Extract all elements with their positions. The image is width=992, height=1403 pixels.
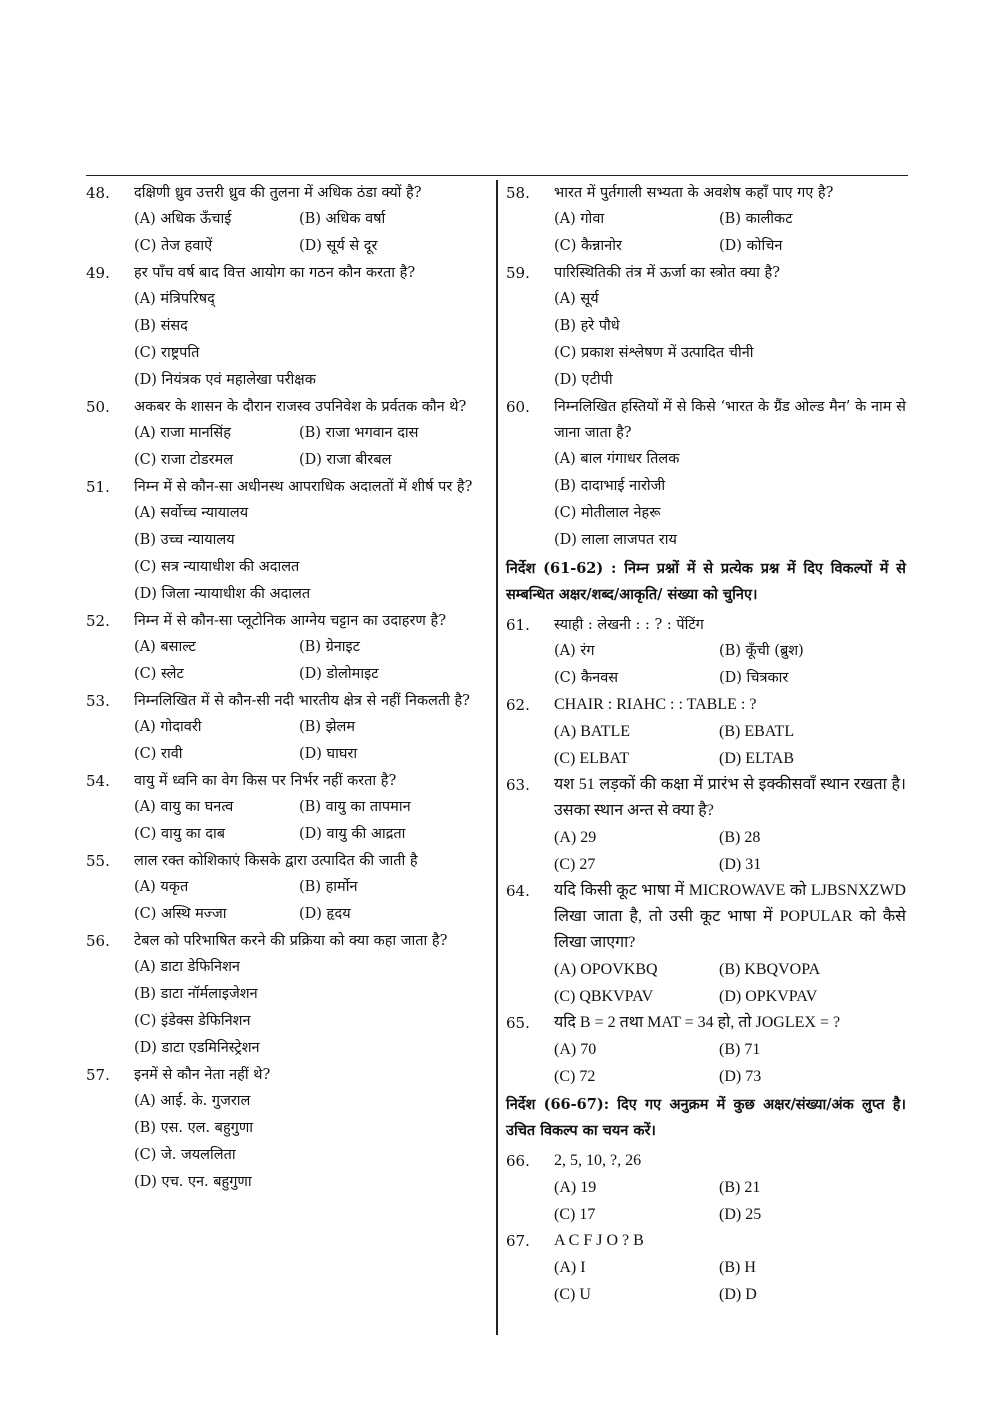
answer-option: (C) अस्थि मज्जा xyxy=(134,906,227,922)
question-text: दक्षिणी ध्रुव उत्तरी ध्रुव की तुलना में अधिक ठंडा क्यों है? xyxy=(134,185,422,201)
question-text: पारिस्थितिकी तंत्र में ऊर्जा का स्त्रोत क्या है? xyxy=(554,265,781,281)
answer-option: (C) राजा टोडरमल xyxy=(134,452,234,468)
question-item xyxy=(86,688,490,768)
answer-option: (C) सत्र न्यायाधीश की अदालत xyxy=(134,559,300,575)
question-item xyxy=(506,260,906,394)
answer-option: (C) प्रकाश संश्लेषण में उत्पादित चीनी xyxy=(554,345,754,361)
answer-option: (A) I xyxy=(554,1259,586,1276)
answer-option: (A) सर्वोच्च न्यायालय xyxy=(134,505,249,521)
answer-option: (C) QBKVPAV xyxy=(554,988,654,1005)
answer-option: (D) OPKVPAV xyxy=(719,988,818,1005)
question-text: CHAIR : RIAHC : : TABLE : ? xyxy=(554,696,757,713)
answer-option: (D) डोलोमाइट xyxy=(299,666,379,682)
answer-option: (D) 31 xyxy=(719,856,762,873)
answer-option: (B) कूँची (ब्रुश) xyxy=(719,643,804,659)
question-number: 51. xyxy=(86,478,110,496)
question-item xyxy=(506,878,906,1010)
answer-option: (A) 70 xyxy=(554,1041,597,1058)
question-text: लाल रक्त कोशिकाएं किसके द्वारा उत्पादित की जाती है xyxy=(134,853,418,869)
answer-option: (B) अधिक वर्षा xyxy=(299,211,386,227)
answer-option: (C) कैन्नानोर xyxy=(554,238,622,254)
question-text: 2, 5, 10, ?, 26 xyxy=(554,1152,642,1169)
options-list xyxy=(134,1088,490,1196)
answer-option: (B) वायु का तापमान xyxy=(299,799,411,815)
answer-option: (B) हरे पौधे xyxy=(554,318,620,334)
question-number: 63. xyxy=(506,776,530,794)
answer-option: (B) डाटा नॉर्मलाइजेशन xyxy=(134,986,258,1002)
answer-option: (C) मोतीलाल नेहरू xyxy=(554,505,661,521)
answer-option: (D) कोचिन xyxy=(719,238,783,254)
answer-option: (B) एस. एल. बहुगुणा xyxy=(134,1120,254,1136)
options-list xyxy=(554,718,906,772)
options-list xyxy=(554,956,906,1010)
question-text: निम्न में से कौन-सा प्लूटोनिक आग्नेय चट्टान का उदाहरण है? xyxy=(134,613,446,629)
question-number: 54. xyxy=(86,772,110,790)
question-text: यश 51 लड़कों की कक्षा में प्रारंभ से इक्कीसवाँ स्थान रखता है। उसका स्थान अन्त से क्या है? xyxy=(554,776,906,819)
question-text: निम्नलिखित में से कौन-सी नदी भारतीय क्षेत्र से नहीं निकलती है? xyxy=(134,693,470,709)
question-item xyxy=(86,848,490,928)
options-list xyxy=(554,1174,906,1228)
answer-option: (C) 17 xyxy=(554,1206,596,1223)
question-item xyxy=(86,928,490,1062)
answer-option: (D) वायु की आद्रता xyxy=(299,826,406,842)
left-column xyxy=(86,180,490,1196)
answer-option: (D) 73 xyxy=(719,1068,762,1085)
answer-option: (C) ELBAT xyxy=(554,750,630,767)
answer-option: (D) लाला लाजपत राय xyxy=(554,532,677,548)
answer-option: (B) झेलम xyxy=(299,719,356,735)
answer-option: (C) वायु का दाब xyxy=(134,826,226,842)
options-list xyxy=(554,1254,906,1308)
answer-option: (D) एच. एन. बहुगुणा xyxy=(134,1174,252,1190)
question-item xyxy=(86,180,490,260)
answer-option: (B) 21 xyxy=(719,1179,761,1196)
answer-option: (B) हार्मोन xyxy=(299,879,358,895)
answer-option: (A) राजा मानसिंह xyxy=(134,425,231,441)
options-list xyxy=(554,824,906,878)
answer-option: (A) डाटा डेफिनिशन xyxy=(134,959,240,975)
options-list xyxy=(134,500,490,608)
answer-option: (D) जिला न्यायाधीश की अदालत xyxy=(134,586,311,602)
answer-option: (C) राष्ट्रपति xyxy=(134,345,200,361)
options-list xyxy=(134,420,490,474)
question-item xyxy=(86,608,490,688)
directions-text: निर्देश (66-67): दिए गए अनुक्रम में कुछ अक्षर/संख्या/अंक लुप्त है। उचित विकल्प का चयन करें। xyxy=(506,1096,906,1139)
question-item xyxy=(506,394,906,554)
answer-option: (C) रावी xyxy=(134,746,183,762)
question-number: 50. xyxy=(86,398,110,416)
answer-option: (C) U xyxy=(554,1286,591,1303)
options-list xyxy=(134,206,490,260)
question-text: हर पाँच वर्ष बाद वित्त आयोग का गठन कौन करता है? xyxy=(134,265,416,281)
answer-option: (A) सूर्य xyxy=(554,291,599,307)
answer-option: (A) BATLE xyxy=(554,723,630,740)
answer-option: (A) OPOVKBQ xyxy=(554,961,658,978)
answer-option: (B) 28 xyxy=(719,829,761,846)
answer-option: (A) यकृत xyxy=(134,879,189,895)
answer-option: (B) दादाभाई नारोजी xyxy=(554,478,666,494)
answer-option: (B) H xyxy=(719,1259,756,1276)
options-list xyxy=(134,794,490,848)
question-number: 52. xyxy=(86,612,110,630)
question-text: यदि किसी कूट भाषा में MICROWAVE को LJBSNXZWD लिखा जाता है, तो उसी कूट भाषा में POPULAR को कैसे लिखा जाएगा? xyxy=(554,882,906,951)
question-item xyxy=(86,1062,490,1196)
answer-option: (B) EBATL xyxy=(719,723,795,740)
answer-option: (D) राजा बीरबल xyxy=(299,452,392,468)
question-number: 64. xyxy=(506,882,530,900)
question-item xyxy=(86,768,490,848)
answer-option: (A) मंत्रिपरिषद् xyxy=(134,291,215,307)
question-text: निम्न में से कौन-सा अधीनस्थ आपराधिक अदालतों में शीर्ष पर है? xyxy=(134,479,473,495)
answer-option: (B) कालीकट xyxy=(719,211,793,227)
question-text: वायु में ध्वनि का वेग किस पर निर्भर नहीं करता है? xyxy=(134,773,397,789)
question-text: यदि B = 2 तथा MAT = 34 हो, तो JOGLEX = ? xyxy=(554,1014,841,1031)
options-list xyxy=(554,286,906,394)
answer-option: (A) बाल गंगाधर तिलक xyxy=(554,451,680,467)
question-number: 60. xyxy=(506,398,530,416)
question-number: 49. xyxy=(86,264,110,282)
question-text: अकबर के शासन के दौरान राजस्व उपनिवेश के प्रर्वतक कौन थे? xyxy=(134,399,467,415)
options-list xyxy=(554,446,906,554)
answer-option: (D) एटीपी xyxy=(554,372,613,388)
question-number: 48. xyxy=(86,184,110,202)
question-number: 65. xyxy=(506,1014,530,1032)
answer-option: (B) KBQVOPA xyxy=(719,961,821,978)
question-text: इनमें से कौन नेता नहीं थे? xyxy=(134,1067,271,1083)
answer-option: (C) जे. जयललिता xyxy=(134,1147,236,1163)
question-number: 58. xyxy=(506,184,530,202)
question-item xyxy=(506,1148,906,1228)
answer-option: (D) घाघरा xyxy=(299,746,358,762)
question-item xyxy=(506,692,906,772)
answer-option: (A) गोवा xyxy=(554,211,605,227)
answer-option: (D) D xyxy=(719,1286,757,1303)
answer-option: (D) सूर्य से दूर xyxy=(299,238,378,254)
answer-option: (D) डाटा एडमिनिस्ट्रेशन xyxy=(134,1040,260,1056)
question-number: 55. xyxy=(86,852,110,870)
column-divider xyxy=(496,180,498,1335)
answer-option: (A) बसाल्ट xyxy=(134,639,196,655)
options-list xyxy=(134,954,490,1062)
top-rule xyxy=(86,175,908,176)
question-text: स्याही : लेखनी : : ? : पेंटिंग xyxy=(554,617,704,633)
question-text: A C F J O ? B xyxy=(554,1232,644,1249)
question-item xyxy=(506,180,906,260)
question-item xyxy=(86,474,490,608)
options-list xyxy=(554,206,906,260)
question-number: 59. xyxy=(506,264,530,282)
question-text: निम्नलिखित हस्तियों में से किसे ‘भारत के ग्रैंड ओल्ड मैन’ के नाम से जाना जाता है? xyxy=(554,399,906,441)
answer-option: (B) उच्च न्यायालय xyxy=(134,532,235,548)
question-item xyxy=(86,260,490,394)
question-item xyxy=(506,772,906,878)
options-list xyxy=(134,714,490,768)
question-number: 53. xyxy=(86,692,110,710)
answer-option: (C) तेज हवाऐं xyxy=(134,238,213,254)
answer-option: (A) वायु का घनत्व xyxy=(134,799,234,815)
answer-option: (A) गोदावरी xyxy=(134,719,202,735)
question-item xyxy=(506,612,906,692)
question-number: 62. xyxy=(506,696,530,714)
question-number: 66. xyxy=(506,1152,530,1170)
question-item xyxy=(86,394,490,474)
answer-option: (A) अधिक ऊँचाई xyxy=(134,211,232,227)
right-column xyxy=(506,180,906,1308)
options-list xyxy=(134,286,490,394)
question-number: 67. xyxy=(506,1232,530,1250)
answer-option: (B) संसद xyxy=(134,318,188,334)
options-list xyxy=(134,634,490,688)
answer-option: (A) 29 xyxy=(554,829,597,846)
options-list xyxy=(134,874,490,928)
answer-option: (D) 25 xyxy=(719,1206,762,1223)
question-number: 56. xyxy=(86,932,110,950)
answer-option: (C) इंडेक्स डेफिनिशन xyxy=(134,1013,251,1029)
answer-option: (A) 19 xyxy=(554,1179,597,1196)
options-list xyxy=(554,638,906,692)
answer-option: (C) स्लेट xyxy=(134,666,184,682)
answer-option: (C) कैनवस xyxy=(554,670,619,686)
options-list xyxy=(554,1036,906,1090)
question-number: 61. xyxy=(506,616,530,634)
answer-option: (B) राजा भगवान दास xyxy=(299,425,419,441)
answer-option: (C) 27 xyxy=(554,856,596,873)
question-item xyxy=(506,1010,906,1090)
answer-option: (B) ग्रेनाइट xyxy=(299,639,360,655)
answer-option: (A) रंग xyxy=(554,643,595,659)
question-number: 57. xyxy=(86,1066,110,1084)
answer-option: (D) चित्रकार xyxy=(719,670,789,686)
question-text: भारत में पुर्तगाली सभ्यता के अवशेष कहाँ पाए गए है? xyxy=(554,185,834,201)
answer-option: (D) ELTAB xyxy=(719,750,795,767)
answer-option: (B) 71 xyxy=(719,1041,761,1058)
directions-text: निर्देश (61-62) : निम्न प्रश्नों में से प्रत्येक प्रश्न में दिए विकल्पों में से सम्बन्धित अक्षर/शब्द/आकृति/ संख्या को चुनिए। xyxy=(506,560,906,603)
question-item xyxy=(506,1228,906,1308)
answer-option: (A) आई. के. गुजराल xyxy=(134,1093,251,1109)
question-text: टेबल को परिभाषित करने की प्रक्रिया को क्या कहा जाता है? xyxy=(134,933,448,949)
answer-option: (D) नियंत्रक एवं महालेखा परीक्षक xyxy=(134,372,316,388)
answer-option: (D) हृदय xyxy=(299,906,351,922)
answer-option: (C) 72 xyxy=(554,1068,596,1085)
